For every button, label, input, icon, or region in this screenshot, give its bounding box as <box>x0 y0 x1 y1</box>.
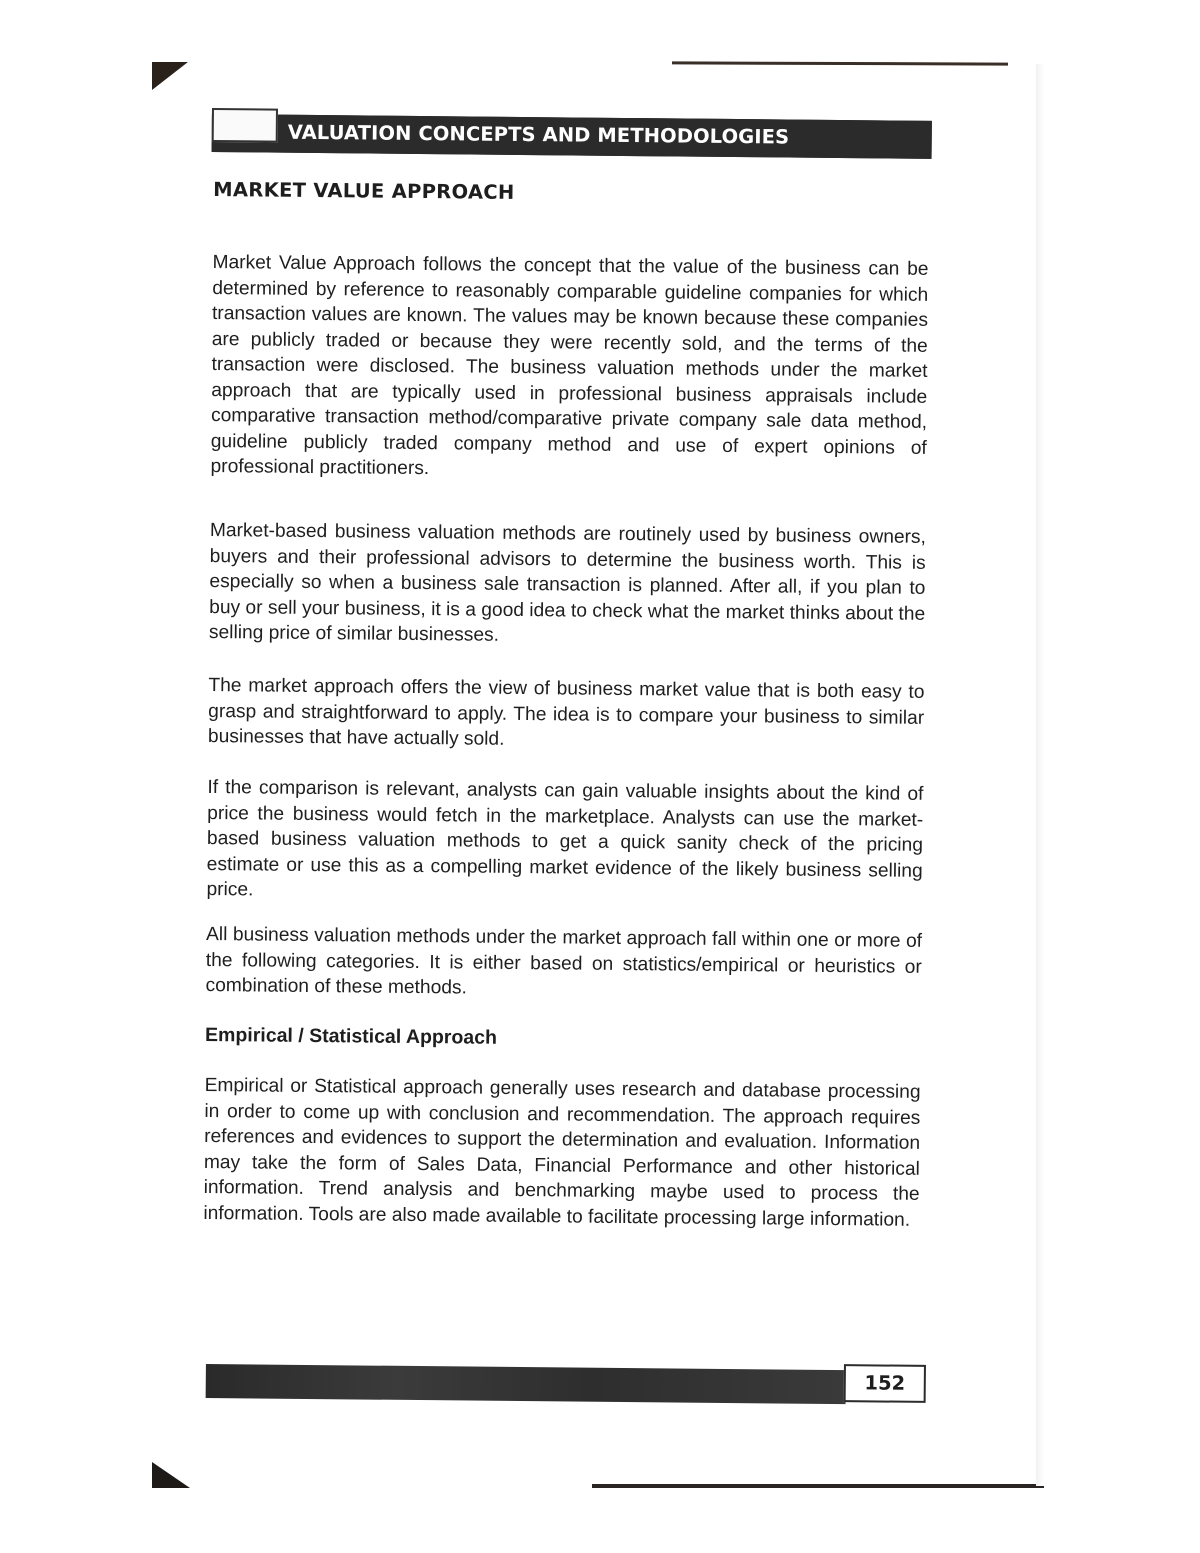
paragraph-empirical-approach: Empirical or Statistical approach generally uses research and database processing in order to come up with conclusion and recommendation. The approach requires references and evidences to support the determination and evaluation. Information may take the form of Sales Data, Financial Performance and other historical information. Trend analysis and benchmarking maybe used to process the information. Tools are also made available to facilitate processing large information. <box>203 1074 921 1231</box>
book-edge-bottom-left <box>152 1462 190 1488</box>
book-edge-top-left <box>152 62 188 90</box>
paragraph-market-approach-view: The market approach offers the view of business market value that is both easy to grasp and straightforward to apply. The idea is to compare your business to similar businesses that have actually sold. <box>207 674 925 750</box>
page-number: 152 <box>844 1364 926 1403</box>
chapter-header-bar <box>212 114 932 159</box>
paragraph-market-based-methods: Market-based business valuation methods are routinely used by business owners, buyers and their professional advisors to determine the business worth. This is especially so when a business sale transaction is planned. After all, if you plan to buy or sell your business, it is a good idea to check what the market thinks about the selling price of similar businesses. <box>208 520 927 646</box>
page-edge-shadow <box>1036 64 1044 1486</box>
section-heading: MARKET VALUE APPROACH <box>213 178 515 204</box>
footer-bar <box>206 1364 846 1404</box>
book-edge-bottom-line <box>592 1484 1044 1488</box>
paragraph-comparison-relevance: If the comparison is relevant, analysts can gain valuable insights about the kind of price the business would fetch in the marketplace. Analysts can use the market-based business valuation methods to get a quick sanity check of the pricing estimate or use this as a compelling market evidence of the likely business selling price. <box>206 776 924 901</box>
paragraph-method-categories: All business valuation methods under the market approach fall within one or more of the following categories. It is either based on statistics/empirical or heuristics or combination of these methods. <box>205 923 923 999</box>
book-page <box>199 108 940 1425</box>
chapter-header-box <box>212 108 278 143</box>
paragraph-market-value-approach: Market Value Approach follows the concept that the value of the business can be determined by reference to reasonably comparable guideline companies for which transaction values are known. The values may be known because these companies are publicly traded or because they were recently sold, and the terms of the transaction were disclosed. The business valuation methods under the market approach that are typically used in professional business appraisals include comparative transaction method/comparative private company sale data method, guideline publicly traded company method and use of expert opinions of professional practitioners. <box>210 252 929 480</box>
subsection-heading: Empirical / Statistical Approach <box>204 1023 498 1049</box>
chapter-title: VALUATION CONCEPTS AND METHODOLOGIES <box>287 120 790 149</box>
book-edge-top-line <box>672 61 1008 65</box>
